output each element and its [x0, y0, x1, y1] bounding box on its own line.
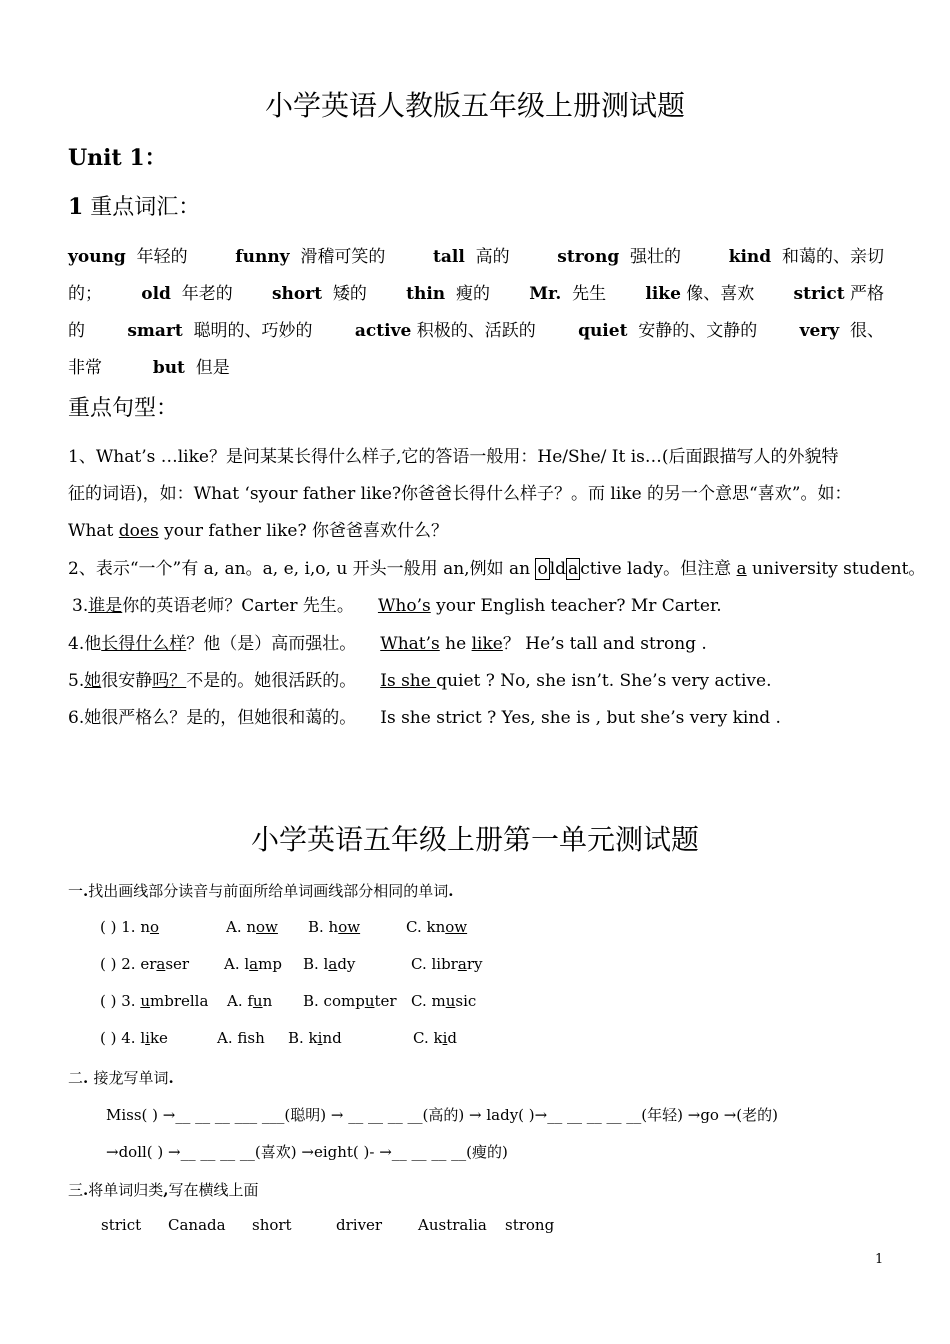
question-2-option-c: C. library	[411, 955, 483, 973]
vocab-thin: thin 瘦的	[406, 284, 490, 304]
question-1-option-b: B. how	[308, 918, 361, 936]
vocab-but: but 但是	[152, 358, 230, 378]
vocab-very: very 很、	[799, 321, 884, 341]
vocab-old: old 年老的	[141, 284, 233, 304]
pattern-4: 4.他长得什么样？他（是）高而强壮。 What’s he like？ He’s tall and strong .	[68, 634, 707, 654]
vocab-line-2	[68, 279, 884, 304]
vocab-line-4	[68, 353, 884, 378]
word-driver: driver	[336, 1216, 383, 1234]
question-1-option-a: A. now	[226, 918, 278, 936]
question-2-option-b: B. lady	[303, 955, 356, 973]
word-chain-line-2: →doll( ) →__ __ __ __(喜欢) →eight( )- →__ __ __ __(瘦的)	[106, 1143, 508, 1161]
vocab-like: like 像、喜欢	[645, 284, 755, 304]
word-strong: strong	[505, 1216, 555, 1234]
word-short: short	[252, 1216, 292, 1234]
vocab-quiet: quiet 安静的、文静的	[578, 321, 758, 341]
question-4: ( ) 4. like	[100, 1029, 168, 1047]
word-chain-line-1: Miss( ) →__ __ __ ___ ___(聪明) → __ __ __ __(高的) → lady( )→__ __ __ __ __(年轻) →go →(老的)	[106, 1106, 778, 1124]
question-2: ( ) 2. eraser	[100, 955, 190, 973]
pattern-1-line-2: 征的词语)，如：What ‘syour father like?你爸爸长得什么样子？。而 like 的另一个意思“喜欢”。如：	[68, 484, 852, 504]
question-4-option-a: A. fsh	[217, 1029, 265, 1047]
vocab-young: young 年轻的	[68, 247, 188, 267]
question-4-option-b: B. kind	[288, 1029, 342, 1047]
vocab-very-cont: 非常	[68, 358, 102, 378]
pattern-1-line-1: 1、What’s …like？是问某某长得什么样子,它的答语一般用：He/She/ It is…(后面跟描写人的外貌特	[68, 447, 839, 467]
unit-heading: Unit 1：	[68, 145, 167, 171]
patterns-heading: 重点句型：	[68, 396, 179, 421]
vocab-short: short 矮的	[271, 284, 367, 304]
vocab-funny: funny 滑稽可笑的	[235, 247, 386, 267]
word-strict: strict	[101, 1216, 142, 1234]
vocab-strict-cont: 的	[68, 321, 85, 341]
question-3-option-c: C. music	[411, 992, 477, 1010]
question-3: ( ) 3. umbrella	[100, 992, 209, 1010]
question-1: ( ) 1. no	[100, 918, 160, 936]
vocab-kind: kind 和蔼的、亲切	[728, 247, 884, 267]
section-3-heading: 三.将单词归类,写在横线上面	[68, 1181, 259, 1199]
vocab-active: active 积极的、活跃的	[354, 321, 536, 341]
pattern-2: 2、表示“一个”有 a, an。a, e, i,o, u 开头一般用 an,例如 an o ld a ctive lady。但注意 a university student。	[68, 559, 926, 579]
question-2-option-a: A. lamp	[224, 955, 282, 973]
section-2-heading: 二. 接龙写单词.	[68, 1069, 174, 1087]
question-3-option-a: A. fun	[227, 992, 273, 1010]
vocab-line-1	[68, 242, 884, 267]
section-1-heading: 一.找出画线部分读音与前面所给单词画线部分相同的单词.	[68, 882, 454, 900]
vocab-heading-text: 重点词汇：	[83, 195, 201, 220]
vocab-kind-cont: 的；	[68, 284, 102, 304]
vocab-strict: strict 严格	[793, 284, 884, 304]
vocab-line-3	[68, 316, 884, 341]
question-3-option-b: B. computer	[303, 992, 397, 1010]
pattern-5: 5.她很安静吗？不是的。她很活跃的。 Is she quiet ? No, she isn’t. She’s very active.	[68, 671, 772, 691]
pattern-3: 3.谁是你的英语老师？Carter 先生。 Who’s your English teacher? Mr Carter.	[72, 596, 722, 616]
word-australia: Australia	[418, 1216, 487, 1234]
vocab-tall: tall 高的	[433, 247, 510, 267]
vocab-strong: strong 强壮的	[557, 247, 682, 267]
vocab-heading-num: 1	[68, 194, 84, 220]
pattern-1-line-3: What does your father like? 你爸爸喜欢什么？	[68, 521, 448, 541]
page-title: 小学英语人教版五年级上册测试题	[264, 89, 685, 122]
question-4-option-c: C. kid	[413, 1029, 457, 1047]
vocab-mr: Mr. 先生	[529, 284, 607, 304]
pattern-6: 6.她很严格么？是的，但她很和蔼的。 Is she strict ? Yes, she is , but she’s very kind .	[68, 708, 781, 728]
vocab-smart: smart 聪明的、巧妙的	[127, 321, 313, 341]
page-number: 1	[875, 1252, 884, 1267]
test-title: 小学英语五年级上册第一单元测试题	[250, 823, 699, 856]
word-canada: Canada	[168, 1216, 226, 1234]
vocab-heading	[68, 190, 200, 221]
question-1-option-c: C. know	[406, 918, 468, 936]
